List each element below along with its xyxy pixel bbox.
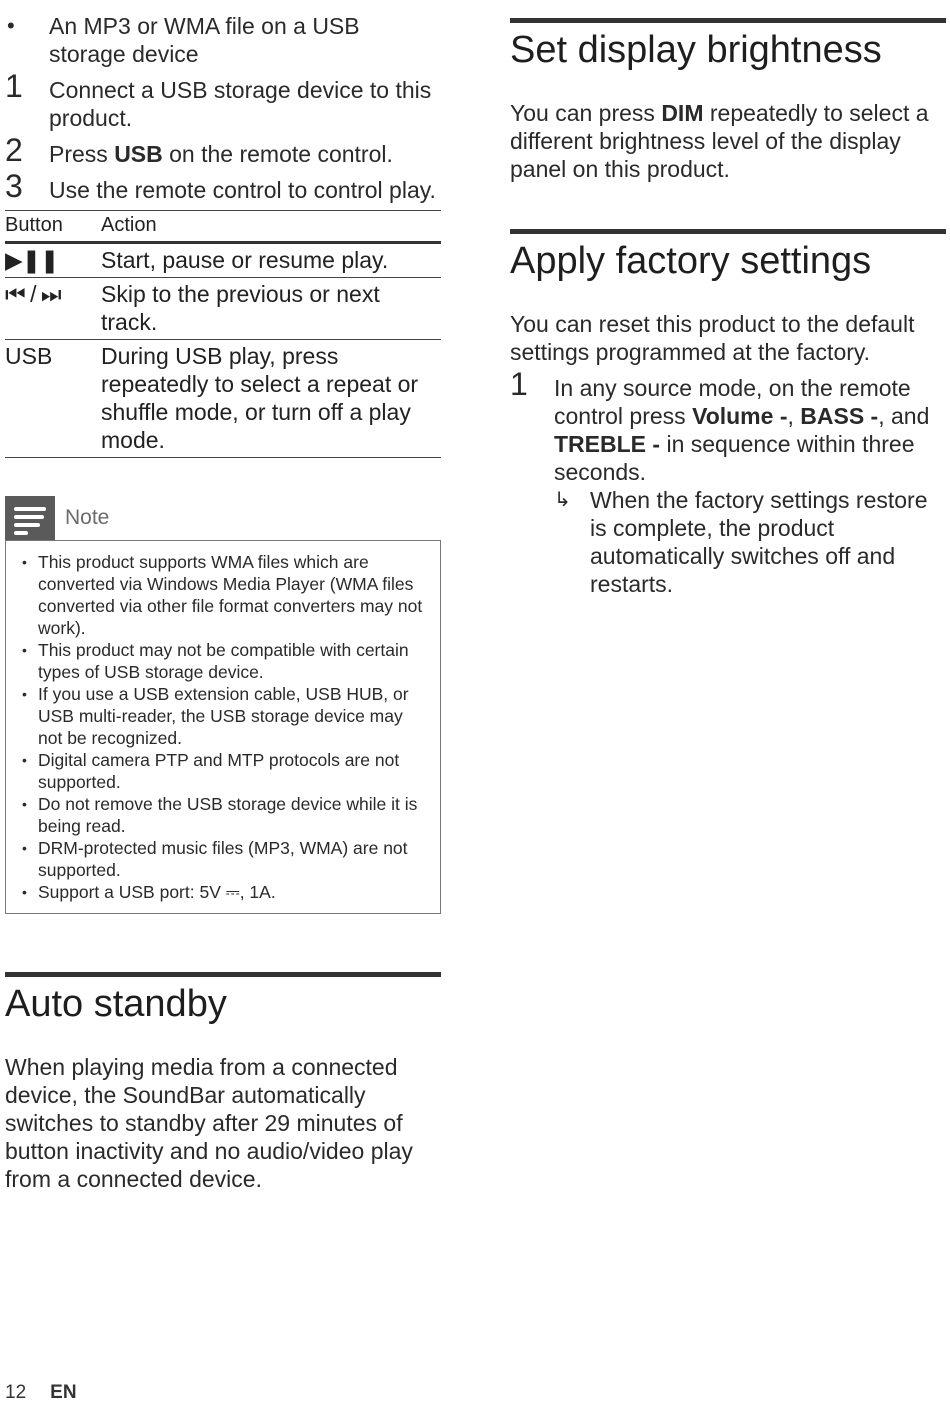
page-number: 12 [5, 1382, 27, 1403]
step-text-post: on the remote control. [162, 141, 393, 167]
step-number: 3 [5, 168, 23, 204]
section-body: You can reset this product to the default settings programmed at the factory. [510, 311, 915, 365]
dim-keyword: DIM [661, 100, 704, 126]
list-item [5, 12, 441, 68]
result-arrow-icon: ↳ [554, 489, 571, 511]
result-text: When the factory settings restore is complete, the product automatically switches off and restarts. [590, 487, 928, 597]
step-1 [510, 366, 946, 598]
section-body: When playing media from a connected device, the SoundBar automatically switches to standby after 29 minutes of button inactivity and no audio/video play from a connected device. [5, 1054, 413, 1192]
table-cell: Start, pause or resume play. [101, 243, 441, 278]
brightness-section [510, 18, 946, 183]
step-text: , [787, 403, 801, 429]
note-item: • This product supports WMA files which are converted via Windows Media Player (WMA files converted via other file format converters may not work). [22, 552, 423, 638]
section-title: Auto standby [5, 983, 227, 1025]
note-text: This product supports WMA files which are converted via Windows Media Player (WMA files converted via other file format converters may not work). [38, 552, 423, 638]
table-cell: USB [5, 340, 101, 458]
table-header-row [5, 211, 441, 243]
step-number: 1 [5, 68, 23, 104]
note-header [5, 496, 441, 540]
step-text: Connect a USB storage device to this product. [49, 77, 432, 131]
note-item: • This product may not be compatible with certain types of USB storage device. [22, 640, 409, 682]
step-1 [5, 68, 441, 132]
section-title: Set display brightness [510, 29, 882, 71]
step-text: in sequence within three seconds. [554, 431, 915, 485]
table-cell: During USB play, press repeatedly to select a repeat or shuffle mode, or turn off a play mode. [101, 340, 441, 458]
note-item: • Digital camera PTP and MTP protocols are not supported. [22, 750, 400, 792]
note-text: Do not remove the USB storage device while it is being read. [38, 794, 418, 836]
body-text-post: repeatedly to select a different brightness level of the display panel on this product. [510, 100, 929, 182]
column-header-action: Action [101, 211, 441, 243]
section-rule [5, 972, 441, 977]
step-text: Use the remote control to control play. [49, 177, 436, 203]
right-column [510, 0, 946, 598]
note-item: • DRM-protected music files (MP3, WMA) are not supported. [22, 838, 408, 880]
note-item: • If you use a USB extension cable, USB HUB, or USB multi-reader, the USB storage device may not be recognized. [22, 684, 409, 748]
section-title: Apply factory settings [510, 240, 872, 282]
bullet-text: An MP3 or WMA file on a USB storage device [49, 13, 360, 67]
treble-keyword: TREBLE - [554, 431, 661, 457]
note-label: Note [65, 506, 110, 529]
note-text: If you use a USB extension cable, USB HUB, or USB multi-reader, the USB storage device may not be recognized. [38, 684, 409, 748]
step-text-pre: Press [49, 141, 115, 167]
table-row [5, 278, 441, 340]
note-item: • Do not remove the USB storage device while it is being read. [22, 794, 418, 836]
bullet-icon: • [7, 13, 15, 38]
table-row [5, 340, 441, 458]
note-text: This product may not be compatible with certain types of USB storage device. [38, 640, 409, 682]
section-body [510, 99, 946, 183]
step-number: 2 [5, 132, 23, 168]
table-cell: Skip to the previous or next track. [101, 278, 441, 340]
body-text-pre: You can press [510, 100, 662, 126]
step-result [554, 486, 946, 598]
note-icon [5, 496, 55, 540]
step-2 [5, 132, 441, 168]
section-rule [510, 229, 946, 234]
usb-keyword: USB [114, 141, 163, 167]
note-item: • Support a USB port: 5V ⎓, 1A. [22, 882, 276, 902]
note-box [5, 540, 441, 914]
note-text: Support a USB port: 5V ⎓, 1A. [38, 882, 276, 902]
skip-previous-next-icon: ⏮ / ⏭ [5, 278, 101, 340]
auto-standby-section [5, 972, 441, 1193]
step-number: 1 [510, 366, 528, 402]
note-text: DRM-protected music files (MP3, WMA) are not supported. [38, 838, 408, 880]
language-code: EN [50, 1382, 77, 1403]
volume-keyword: Volume - [692, 403, 788, 429]
step-text: , and [878, 403, 930, 429]
page-footer [5, 1382, 77, 1404]
step-3 [5, 168, 441, 204]
button-action-table [5, 210, 441, 458]
section-rule [510, 18, 946, 23]
factory-section [510, 229, 946, 598]
play-pause-icon: ▶❚❚ [5, 243, 101, 278]
usb-section [5, 12, 441, 204]
bass-keyword: BASS - [800, 403, 879, 429]
left-column [5, 0, 441, 1193]
column-header-button: Button [5, 211, 101, 243]
note-text: Digital camera PTP and MTP protocols are not supported. [38, 750, 400, 792]
table-row [5, 243, 441, 278]
step-text: In any source mode, on the remote control press [554, 375, 911, 429]
